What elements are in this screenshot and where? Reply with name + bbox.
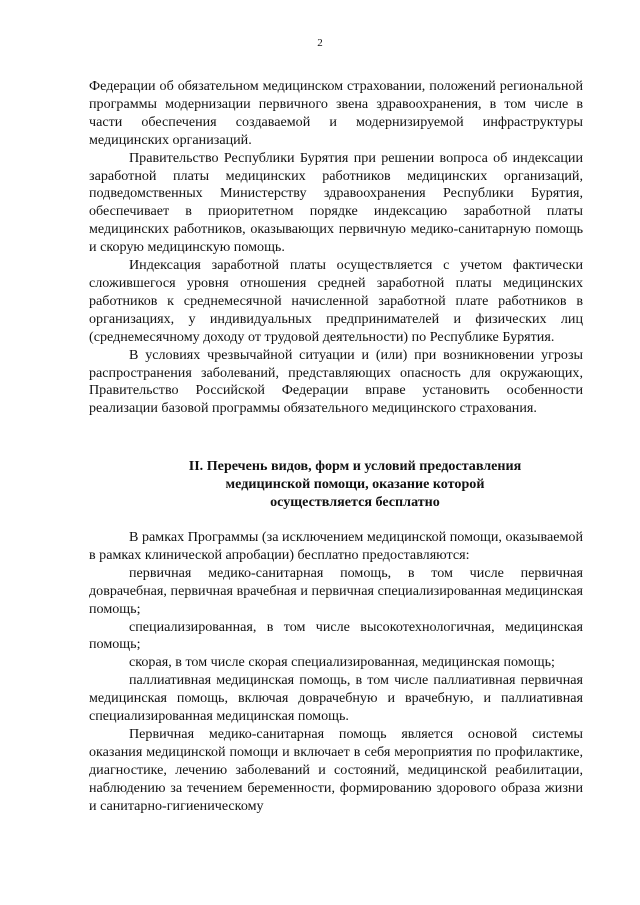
section-intro-text	[89, 78, 583, 418]
list-item-primary-care: первичная медико-санитарная помощь, в том числе первичная доврачебная, первичная врачебная и первичная специализированная медицинская помощь;	[89, 564, 583, 617]
page-number: 2	[317, 37, 323, 49]
paragraph-continuation: Федерации об обязательном медицинском страховании, положений региональной программы модернизации первичного звена здравоохранения, в том числе в части обеспечения создаваемой и модернизируемой инфраструктуры медицинских организаций.	[89, 78, 583, 148]
list-item-specialized-care: специализированная, в том числе высокотехнологичная, медицинская помощь;	[89, 618, 583, 653]
section-heading	[120, 458, 590, 512]
paragraph-indexation-basis: Индексация заработной платы осуществляется с учетом фактически сложившегося уровня отношения средней заработной платы медицинских работников к среднемесячной начисленной заработной плате работников в организациях, у индивидуальных предпринимателей и физических лиц (среднемесячному доходу от трудовой деятельности) по Республике Бурятия.	[89, 257, 583, 345]
paragraph-program-intro: В рамках Программы (за исключением медицинской помощи, оказываемой в рамках клинической апробации) бесплатно предоставляются:	[89, 529, 583, 563]
section-body-text	[89, 529, 583, 816]
section-heading-line-1: II. Перечень видов, форм и условий предоставления	[188, 458, 522, 474]
section-heading-line-2: медицинской помощи, оказание которой	[225, 475, 485, 492]
section-heading-line-3: осуществляется бесплатно	[270, 493, 440, 510]
paragraph-emergency: В условиях чрезвычайной ситуации и (или) при возникновении угрозы распространения заболеваний, представляющих опасность для окружающих, Правительство Российской Федерации вправе установить особенности реализации базовой программы обязательного медицинского страхования.	[89, 346, 583, 417]
paragraph-indexation-decision: Правительство Республики Бурятия при решении вопроса об индексации заработной платы медицинских работников медицинских организаций, подведомственных Министерству здравоохранения Республики Бурятия, обеспечивает в приоритетном порядке индексацию заработной платы медицинских работников, оказывающих первичную медико-санитарную помощь и скорую медицинскую помощь.	[89, 149, 583, 256]
list-item-palliative-care: паллиативная медицинская помощь, в том числе паллиативная первичная медицинская помощь, включая доврачебную и врачебную, и паллиативная специализированная медицинская помощь.	[89, 672, 583, 725]
list-item-emergency-care: скорая, в том числе скорая специализированная, медицинская помощь;	[129, 654, 555, 671]
paragraph-primary-care-definition: Первичная медико-санитарная помощь является основой системы оказания медицинской помощи и включает в себя мероприятия по профилактике, диагностике, лечению заболеваний и состояний, медицинской реабилитации, наблюдению за течением беременности, формированию здорового образа жизни и санитарно-гигиеническому	[89, 725, 583, 814]
